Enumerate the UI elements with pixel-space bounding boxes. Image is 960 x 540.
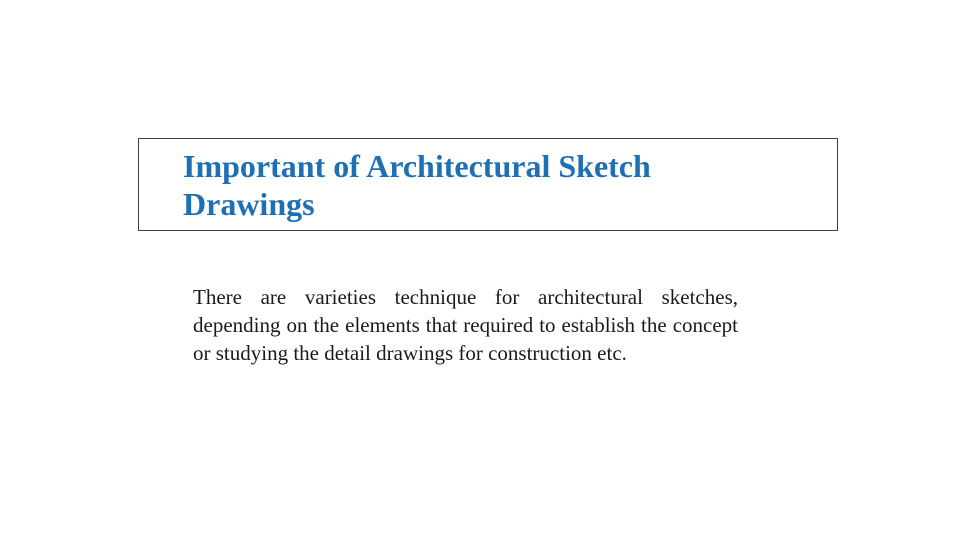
slide-title: Important of Architectural Sketch Drawings [183,148,651,222]
title-box [138,138,838,231]
slide-body-text: There are varieties technique for architectural sketches, depending on the elements that required to establish the concept or studying the detail drawings for construction etc. [193,285,738,365]
